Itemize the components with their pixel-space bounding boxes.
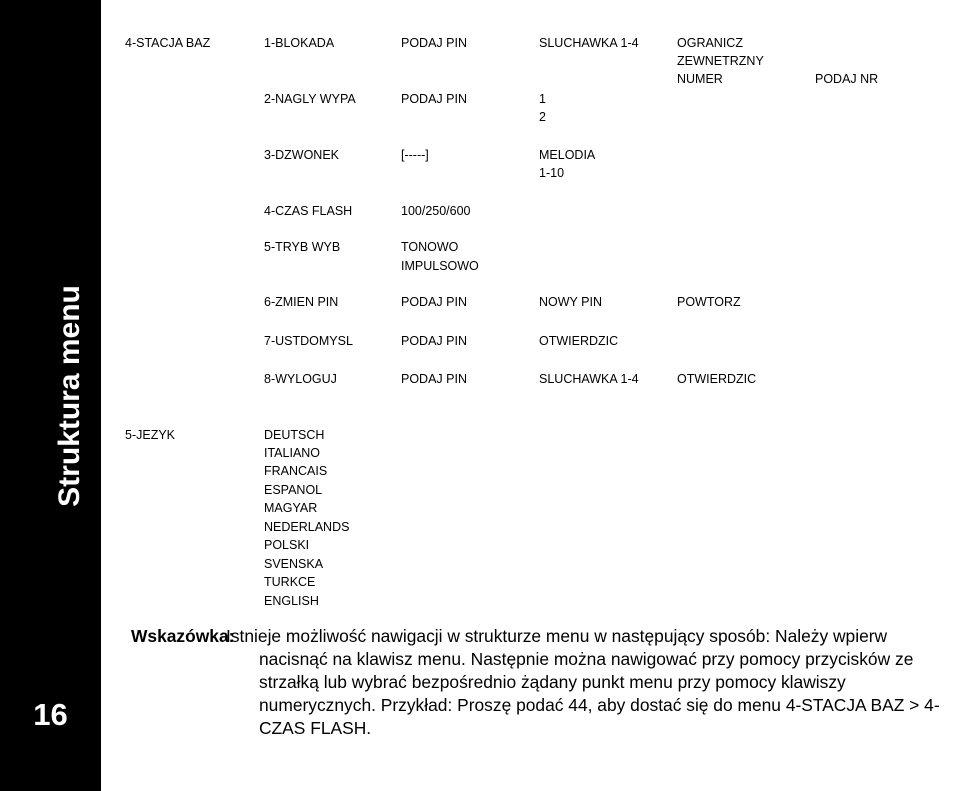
menu-jezyk: 5-JEZYK: [125, 428, 176, 442]
language-item: ENGLISH: [264, 594, 319, 608]
wyloguj-step: PODAJ PIN: [401, 372, 467, 386]
nagly-step: PODAJ PIN: [401, 92, 467, 106]
menu-item-flash: 4-CZAS FLASH: [264, 204, 353, 218]
nagly-option: 1: [539, 92, 546, 106]
page-number: 16: [33, 697, 68, 732]
menu-item-nagly: 2-NAGLY WYPA: [264, 92, 356, 106]
hint-label: Wskazówka:: [131, 626, 235, 646]
blokada-step3-line: ZEWNETRZNY: [677, 54, 764, 68]
ustdomysl-step2: OTWIERDZIC: [539, 334, 619, 348]
blokada-step: PODAJ PIN: [401, 36, 467, 50]
zmien-step3: POWTORZ: [677, 295, 741, 309]
menu-item-ustdomysl: 7-USTDOMYSL: [264, 334, 353, 348]
wyloguj-step3: OTWIERDZIC: [677, 372, 757, 386]
section-title: Struktura menu: [53, 285, 86, 507]
hint-text: Istnieje możliwość nawigacji w strukturze menu w następujący sposób: Należy wpierw nacisnąć na klawisz menu. Następnie można nawigować przy pomocy przycisków ze strzałką lub wybrać bezpośrednio żądany punkt menu przy pomocy klawiszy numerycznych. Przykład: Proszę podać 44, aby dostać się do menu 4-STACJA BAZ > 4-CZAS FLASH.: [226, 626, 940, 738]
blokada-step4: PODAJ NR: [815, 72, 879, 86]
language-item: NEDERLANDS: [264, 520, 350, 534]
menu-item-zmien: 6-ZMIEN PIN: [264, 295, 339, 309]
language-item: POLSKI: [264, 538, 310, 552]
language-item: FRANCAIS: [264, 464, 328, 478]
zmien-step2: NOWY PIN: [539, 295, 602, 309]
blokada-step3-line: OGRANICZ: [677, 36, 743, 50]
dzwonek-option: MELODIA: [539, 148, 596, 162]
tryb-option: IMPULSOWO: [401, 259, 479, 273]
menu-item-tryb: 5-TRYB WYB: [264, 240, 341, 254]
flash-step: 100/250/600: [401, 204, 471, 218]
menu-item-wyloguj: 8-WYLOGUJ: [264, 372, 337, 386]
language-item: ESPANOL: [264, 483, 323, 497]
language-item: TURKCE: [264, 575, 316, 589]
language-item: SVENSKA: [264, 557, 324, 571]
language-item: MAGYAR: [264, 501, 318, 515]
blokada-step3-line: NUMER: [677, 72, 723, 86]
blokada-step2: SLUCHAWKA 1-4: [539, 36, 639, 50]
wyloguj-step2: SLUCHAWKA 1-4: [539, 372, 639, 386]
dzwonek-step: [-----]: [401, 148, 429, 162]
ustdomysl-step: PODAJ PIN: [401, 334, 467, 348]
tryb-option: TONOWO: [401, 240, 459, 254]
sidebar: [0, 0, 101, 791]
menu-item-blokada: 1-BLOKADA: [264, 36, 335, 50]
dzwonek-option: 1-10: [539, 166, 565, 180]
language-item: ITALIANO: [264, 446, 321, 460]
zmien-step: PODAJ PIN: [401, 295, 467, 309]
menu-item-dzwonek: 3-DZWONEK: [264, 148, 339, 162]
language-item: DEUTSCH: [264, 428, 325, 442]
nagly-option: 2: [539, 110, 546, 124]
menu-stacja-baz: 4-STACJA BAZ: [125, 36, 211, 50]
